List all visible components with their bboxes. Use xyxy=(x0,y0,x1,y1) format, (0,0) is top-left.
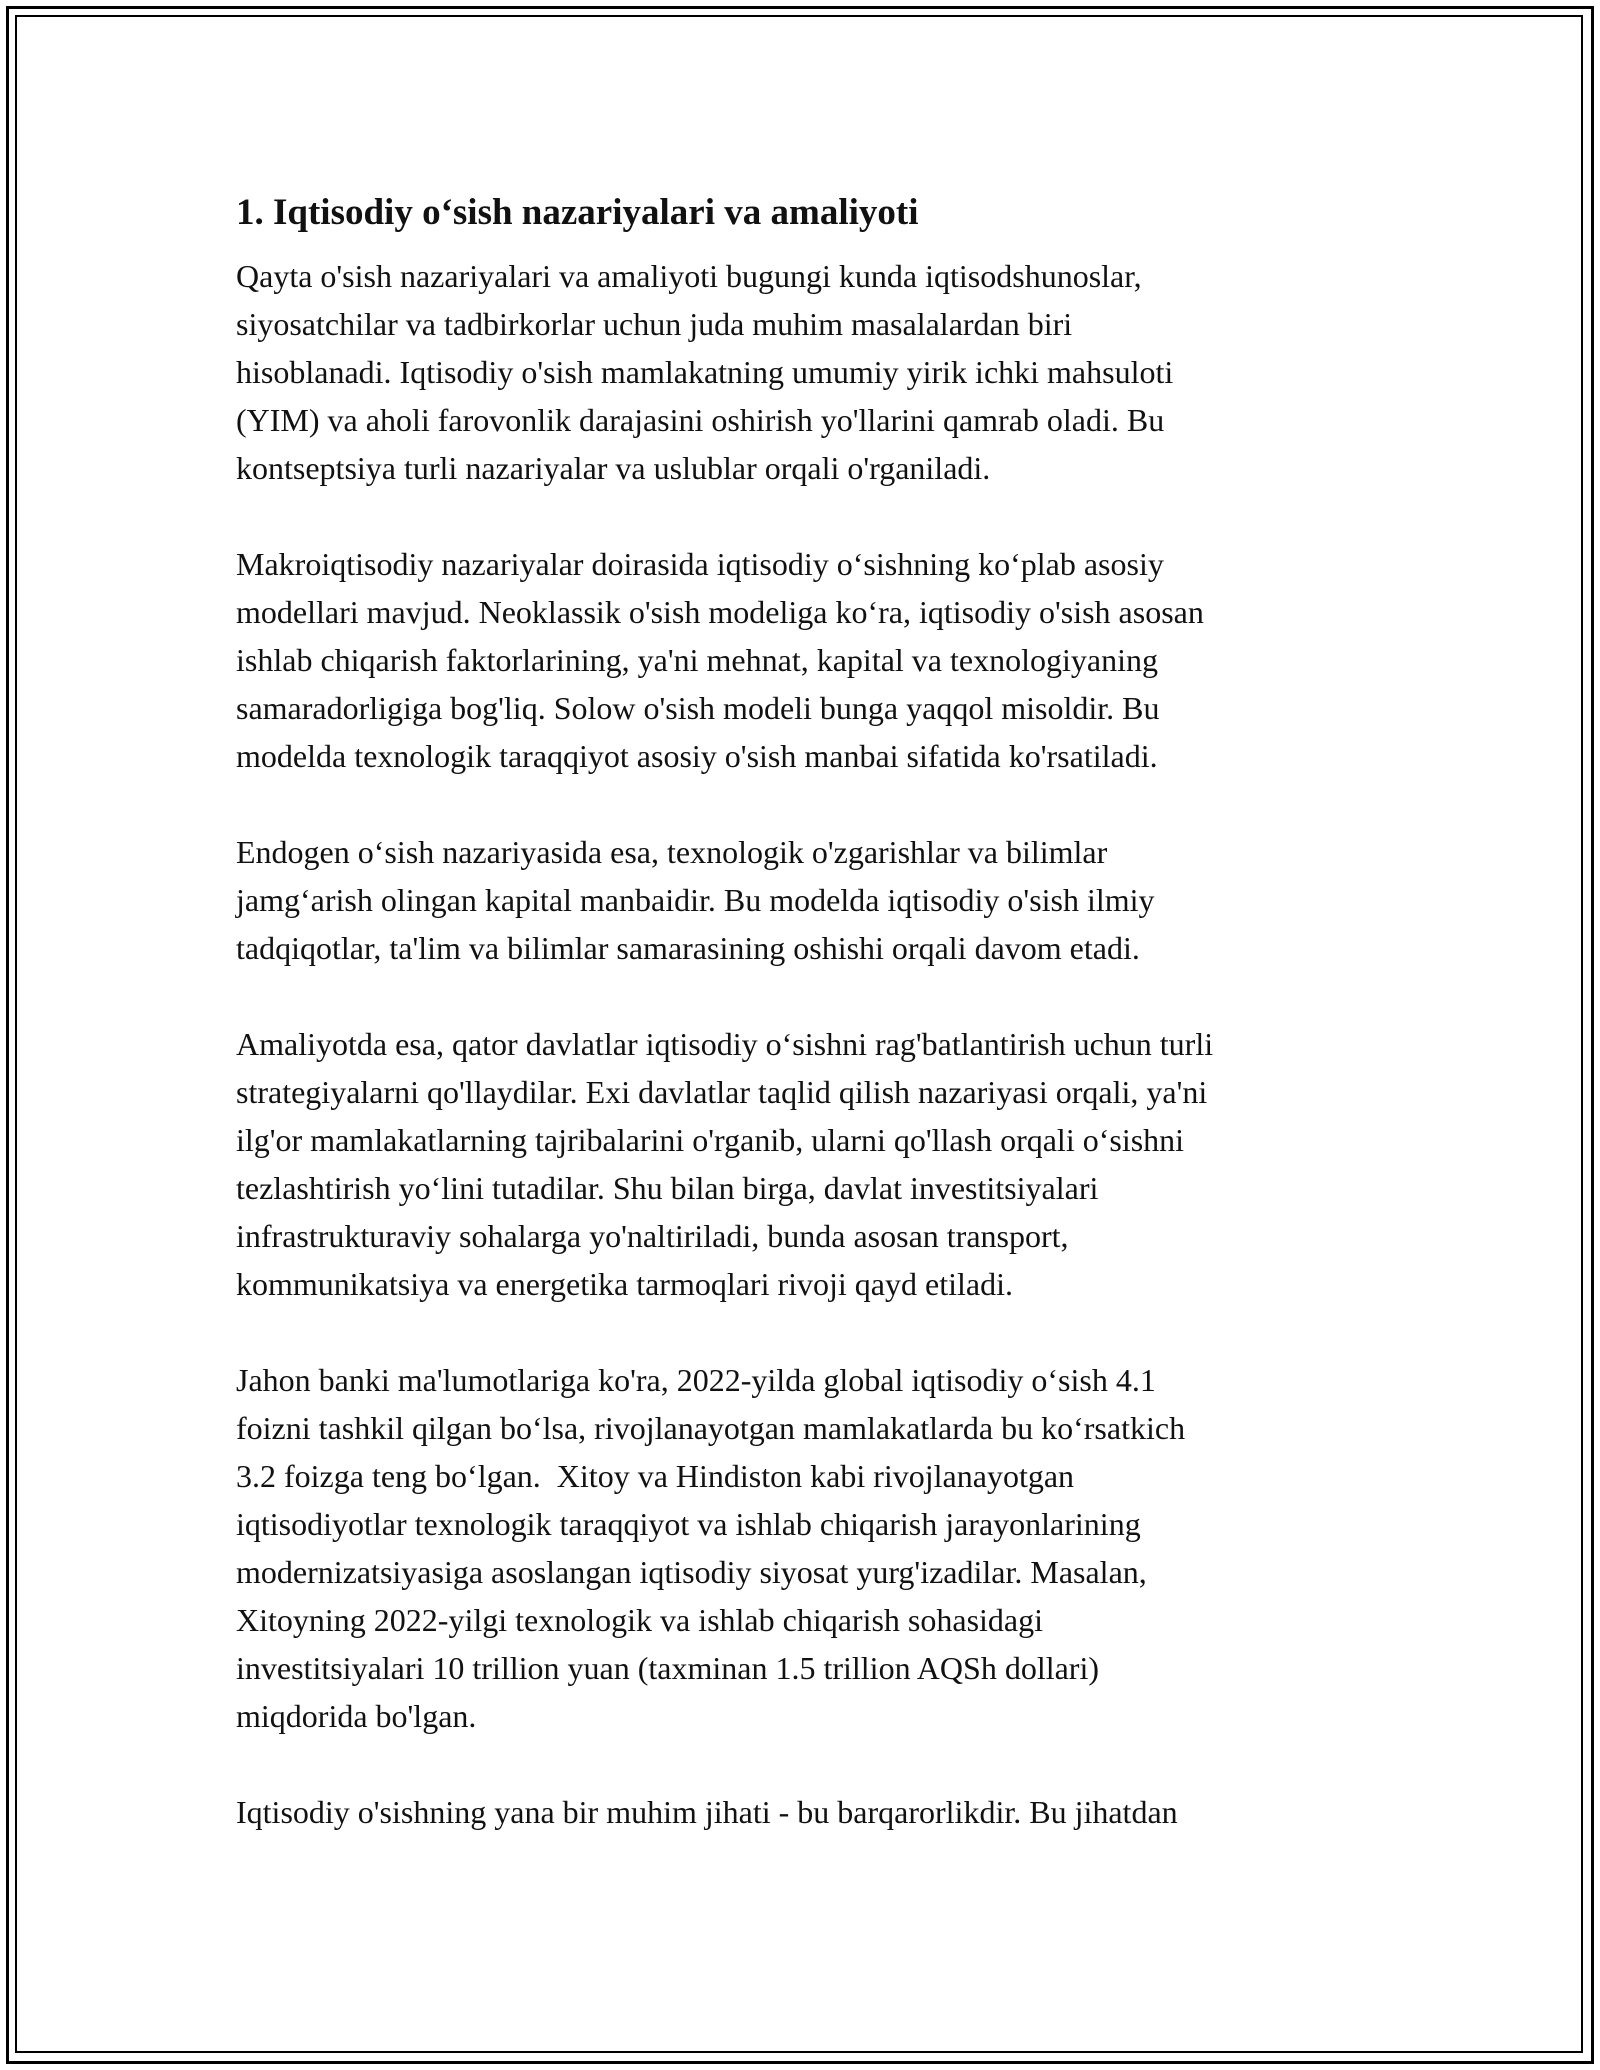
text-line: Iqtisodiy o'sishning yana bir muhim jihati - bu barqarorlikdir. Bu jihatdan xyxy=(236,1794,1178,1830)
text-line: infrastrukturaviy sohalarga yo'naltiriladi, bunda asosan transport, xyxy=(236,1218,1069,1254)
text-line: hisoblanadi. Iqtisodiy o'sish mamlakatning umumiy yirik ichki mahsuloti xyxy=(236,354,1174,390)
text-line: modellari mavjud. Neoklassik o'sish modeliga ko‘ra, iqtisodiy o'sish asosan xyxy=(236,594,1204,630)
paragraph-3 xyxy=(236,828,1376,972)
text-line: strategiyalarni qo'llaydilar. Exi davlatlar taqlid qilish nazariyasi orqali, ya'ni xyxy=(236,1074,1208,1110)
paragraph-1 xyxy=(236,252,1376,492)
text-line: kontseptsiya turli nazariyalar va uslublar orqali o'rganiladi. xyxy=(236,450,991,486)
text-line: jamg‘arish olingan kapital manbaidir. Bu modelda iqtisodiy o'sish ilmiy xyxy=(236,882,1155,918)
paragraph-4 xyxy=(236,1020,1376,1308)
text-line: samaradorligiga bog'liq. Solow o'sish modeli bunga yaqqol misoldir. Bu xyxy=(236,690,1160,726)
document-body xyxy=(236,184,1376,1884)
text-line: Qayta o'sish nazariyalari va amaliyoti bugungi kunda iqtisodshunoslar, xyxy=(236,258,1142,294)
text-line: modernizatsiyasiga asoslangan iqtisodiy siyosat yurg'izadilar. Masalan, xyxy=(236,1554,1147,1590)
paragraph-6 xyxy=(236,1788,1376,1836)
text-line: modelda texnologik taraqqiyot asosiy o'sish manbai sifatida ko'rsatiladi. xyxy=(236,738,1158,774)
text-line: Xitoyning 2022-yilgi texnologik va ishlab chiqarish sohasidagi xyxy=(236,1602,1044,1638)
text-line: siyosatchilar va tadbirkorlar uchun juda muhim masalalardan biri xyxy=(236,306,1073,342)
text-line: Amaliyotda esa, qator davlatlar iqtisodiy o‘sishni rag'batlantirish uchun turli xyxy=(236,1026,1214,1062)
text-line: tezlashtirish yo‘lini tutadilar. Shu bilan birga, davlat investitsiyalari xyxy=(236,1170,1099,1206)
text-line: Endogen o‘sish nazariyasida esa, texnologik o'zgarishlar va bilimlar xyxy=(236,834,1108,870)
text-line: (YIM) va aholi farovonlik darajasini oshirish yo'llarini qamrab oladi. Bu xyxy=(236,402,1165,438)
text-line: Makroiqtisodiy nazariyalar doirasida iqtisodiy o‘sishning ko‘plab asosiy xyxy=(236,546,1164,582)
paragraph-2 xyxy=(236,540,1376,780)
text-line: ilg'or mamlakatlarning tajribalarini o'rganib, ularni qo'llash orqali o‘sishni xyxy=(236,1122,1185,1158)
text-line: miqdorida bo'lgan. xyxy=(236,1698,477,1734)
text-line: ishlab chiqarish faktorlarining, ya'ni mehnat, kapital va texnologiyaning xyxy=(236,642,1158,678)
text-line: iqtisodiyotlar texnologik taraqqiyot va ishlab chiqarish jarayonlarining xyxy=(236,1506,1141,1542)
text-line: foizni tashkil qilgan bo‘lsa, rivojlanayotgan mamlakatlarda bu ko‘rsatkich xyxy=(236,1410,1186,1446)
text-line: 3.2 foizga teng bo‘lgan. Xitoy va Hindiston kabi rivojlanayotgan xyxy=(236,1458,1075,1494)
text-line: tadqiqotlar, ta'lim va bilimlar samarasining oshishi orqali davom etadi. xyxy=(236,930,1140,966)
paragraph-5 xyxy=(236,1356,1376,1740)
text-line: kommunikatsiya va energetika tarmoqlari rivoji qayd etiladi. xyxy=(236,1266,1013,1302)
text-line: investitsiyalari 10 trillion yuan (taxminan 1.5 trillion AQSh dollari) xyxy=(236,1650,1099,1686)
text-line: Jahon banki ma'lumotlariga ko'ra, 2022-yilda global iqtisodiy o‘sish 4.1 xyxy=(236,1362,1156,1398)
section-heading: 1. Iqtisodiy o‘sish nazariyalari va amaliyoti xyxy=(236,192,919,233)
